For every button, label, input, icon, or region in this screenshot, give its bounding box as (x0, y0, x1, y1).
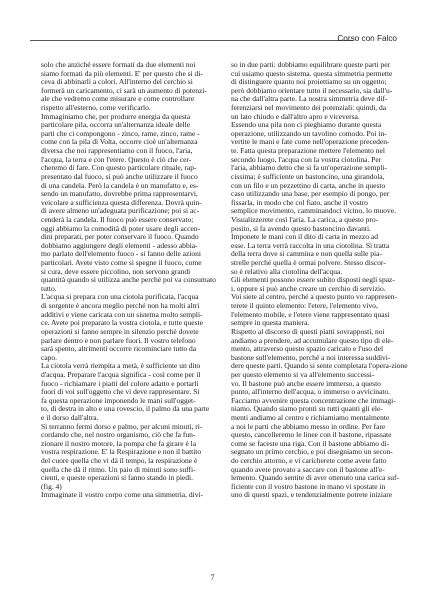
text-line: vostra respirazione. E' la Respirazione e non il battito (41, 448, 202, 457)
text-line: terete il quinto elemento: l'etere, l'elemento vivo, (231, 302, 378, 311)
text-line: l'aria, abbiamo detto che si fa un'operazione sempli- (231, 164, 387, 173)
left-column (41, 61, 226, 500)
text-line: caso utilizzando una base, per esempio di pongo, per (231, 190, 390, 199)
text-line: zionare il nostro motore, la pompa che fa girare è la (41, 439, 197, 448)
text-line: quando avete provato a saccare con il bastone all'e- (231, 465, 385, 474)
text-line: con un filo e un pezzettino di carta, anche in questo (231, 181, 386, 190)
text-line: sempre in questa maniera. (231, 319, 310, 328)
text-line: sendo un manufatto, dovrebbe prima rappresentarvi, (41, 190, 198, 199)
text-line: Si terranno fermi dorso e palmo, per alcuni minuti, ri- (41, 422, 203, 431)
right-column (231, 61, 416, 500)
text-line: te. Fatta questa preparazione mettere l'elemento nel (231, 147, 385, 156)
text-line: lemento. Quando sentite di aver ottenuto una carica suf- (231, 474, 399, 483)
text-line: cheremo di fare. Con questo particolare rituale, rap- (41, 164, 197, 173)
text-line: Visualizzerete così l'aria. La carica, a questo pro- (231, 215, 379, 224)
text-line: menti andiamo al centro e richiamiamo mentalmente (231, 413, 390, 422)
text-line: esse. La terra verrà raccolta in una ciotolina. Si tratta (231, 241, 390, 250)
text-line: diversa che noi rappresentiamo con il fuoco, l'aria, (41, 147, 193, 156)
text-line: (fig. 4) (41, 482, 62, 491)
text-line: semplice movimento, camminandoci vicino, lo muove. (231, 207, 396, 216)
text-line: cienti, e queste operazioni si fanno stando in piedi. (41, 474, 193, 483)
text-line: e il dorso dall'altra. (41, 413, 99, 422)
text-line: di sorgente è ancora meglio perché non ha molti altri (41, 302, 200, 311)
text-line: l'acqua, la terra e con l'etere. Questo è ciò che cer- (41, 155, 192, 164)
text-line: vo. Il bastone può anche essere immerso, a questo (231, 379, 381, 388)
text-line: quella che dà il ritmo. Un paio di minuti sono suffi- (41, 465, 196, 474)
text-line: cenderà la candela. Il fuoco può essere conservato; (41, 215, 194, 224)
text-line: si cura, deve essere piccolino, non servono grandi (41, 267, 191, 276)
header-rule (30, 40, 353, 41)
text-line: particolare pila, occorra un'alternanza ideale delle (41, 121, 191, 130)
text-line: dini preparati, per poter conservare il fuoco. Quando (41, 233, 199, 242)
text-line: vertite le mani e fate come nell'operazione preceden- (231, 138, 390, 147)
text-line: per questo elemento si va all'elemento successi- (231, 370, 375, 379)
text-line: l'elemento mobile, e l'etere viene rappresentato quasi (231, 310, 390, 319)
text-line: del cuore quella che vi dà il tempo, la respirazione è (41, 457, 198, 466)
text-line: cissima; è sufficiente un bastoncino, una girandola, (231, 172, 385, 181)
text-line: operazioni si fanno sempre in silenzio perché dovete (41, 327, 199, 336)
text-line: Essendo una pila non ci pieghiamo durante questa (231, 121, 382, 130)
text-line: La ciotola verrà riempita a metà, è sufficiente un dito (41, 362, 201, 371)
text-line: i, oppure si può anche creare un cerchio di servizio. (231, 284, 386, 293)
text-line: però dobbiamo orientare tutto il necessario, sia dall'u- (231, 86, 393, 95)
text-line: di una candela. Però la candela è un manufatto e, es- (41, 181, 199, 190)
text-line: punto, all'interno dell'acqua, o immerso o avvicinato. (231, 388, 391, 397)
text-line: siamo formati da più elementi. E' per questo che si di- (41, 69, 203, 78)
text-line: mo parlato dell'elemento fuoco - si fanno delle azioni (41, 250, 201, 259)
text-line: additivi e viene caricata con un sistema molto sempli- (41, 310, 203, 319)
text-line: dobbiamo aggiungere degli elementi - adesso abbia- (41, 241, 198, 250)
page-number: 7 (210, 573, 215, 582)
text-line: operazione, utilizzando un tavolino comodo. Poi in- (231, 129, 387, 138)
text-line: Immaginiamo che, per produrre energia da questa (41, 112, 191, 121)
text-line: di avere almeno un'adeguata purificazione; poi si ac- (41, 207, 200, 216)
text-line: questo, cancelleremo le linee con il bastone, ripassate (231, 431, 392, 440)
text-line: Rispetto al discorso di questi piatti sovrapposti, noi (231, 327, 385, 336)
text-line: mento, attraverso questo spazio caricato e l'uso del (231, 345, 384, 354)
text-line: ceva di abbinarli a colori. All'interno del cerchio si (41, 78, 193, 87)
text-line: come con la pila di Volta, occorre cioè un'alternanza (41, 138, 198, 147)
text-line: cordando che, nel nostro organismo, ciò che fa fun- (41, 431, 196, 440)
text-line: d'acqua. Preparare l'acqua significa - così come per il (41, 370, 201, 379)
text-line: na che dall'altra parte. La nostra simmetria deve dif- (231, 95, 388, 104)
text-line: ferenziarsi nel movimento dei potenziali: quindi, da (231, 104, 387, 113)
running-header: Corso con Falco (337, 34, 397, 43)
text-line: strelle perché quella è ormai polvere. Stesso discor- (231, 259, 386, 268)
text-line: parlare dentro e non parlare fuori. Il vostro telefono (41, 336, 196, 345)
text-line: so è relativo alla ciotolina dell'acqua. (231, 267, 343, 276)
text-line: fuoco - richiamare i piatti del colore adatto e portarli (41, 379, 199, 388)
text-line: secondo luogo, l'acqua con la vostra ciotolina. Per (231, 155, 382, 164)
text-line: sarà spento, altrimenti occorre ricominciare tutto da (41, 345, 197, 354)
text-line: bastone sull'elemento, perché a noi interessa suddivi- (231, 353, 391, 362)
text-line: tutto. (41, 284, 57, 293)
text-line: di distinguere quanto noi proiettiamo su un oggetto; (231, 78, 387, 87)
text-line: Gli elementi possono essere subito disposti negli spaz- (231, 276, 395, 285)
text-line: cui usiamo questo sistema. questa simmetria permette (231, 69, 393, 78)
text-line: L'acqua si prepara con una ciotola purificata, l'acqua (41, 293, 199, 302)
text-line: come se faceste una riga. Con il bastone abbiamo di- (231, 439, 390, 448)
text-line: Voi siete al centro, perché a questo punto vo rappresen- (231, 293, 397, 302)
text-line: parti che ci compongono - zinco, rame, zinco, rame - (41, 129, 200, 138)
text-line: posito, si fa avendo questo bastoncino davanti. (231, 224, 371, 233)
text-line: fa questa operazione imponendo le mani sull'ogget- (41, 396, 196, 405)
text-line: Facciamo avvenire questa concentrazione che immagi- (231, 396, 396, 405)
text-line: quantità quando si utilizza anche perché poi va consumato (41, 276, 216, 285)
text-line: formerà un caricamento, ci sarà un aumento di potenzi- (41, 86, 207, 95)
text-line: fissarla, in modo che col fiato, anche il vostro (231, 198, 368, 207)
text-line: to, di destra in alto e una rovescio, il palmo da una parte (41, 405, 210, 414)
text-line: Imponete le mani con il dito di carta in mezzo ad (231, 233, 378, 242)
text-line: fuori di voi sull'oggetto che vi deve rappresentare. Si (41, 388, 200, 397)
text-line: ficiente con il vostro bastone in mano vi spostate in (231, 482, 386, 491)
text-line: particolari. Avete visto come si spegne il fuoco, come (41, 259, 202, 268)
text-line: andiamo a prendere, ad accumulare questo tipo di ele- (231, 336, 394, 345)
text-line: ale che vedremo come misurare e come controllare (41, 95, 195, 104)
text-line: capo. (41, 353, 58, 362)
text-line: dere queste parti. Quando si sente completata l'opera-zione (231, 362, 408, 371)
text-line: un lato chiudo e dall'altro apro e viceversa. (231, 112, 360, 121)
text-line: Immaginate il vostro corpo come una simmetria, divi- (41, 491, 204, 500)
text-line: della terra dove si cammina e non quella sulle pia- (231, 250, 382, 259)
text-line: do cerchio attorno, e vi caricherete come avete fatto (231, 457, 387, 466)
text-line: rispetto all'esterno, come verificarlo. (41, 104, 151, 113)
text-line: niamo. Quando siamo pronti su tutti quanti gli ele- (231, 405, 383, 414)
text-line: a noi le parti che abbiamo messo in ordine. Per fare (231, 422, 386, 431)
text-line: solo che anziché essere formati da due elementi noi (41, 61, 196, 69)
text-line: ce. Avete poi preparato la vostra ciotola, e tutte queste (41, 319, 203, 328)
text-line: uno di questi spazi, e tendenzialmente potrete iniziare (231, 491, 393, 500)
text-line: presentato dal fuoco, si può anche utilizzare il fuoco (41, 172, 198, 181)
text-line: segnato un primo cerchio, e poi disegniamo un secon- (231, 448, 393, 457)
text-line: veicolare a sufficienza questa differenza. Dovrà quin- (41, 198, 202, 207)
text-line: so in due parti: dobbiamo equilibrare queste parti per (231, 61, 391, 69)
text-line: oggi abbiamo la comodità di poter usare degli accen- (41, 224, 201, 233)
